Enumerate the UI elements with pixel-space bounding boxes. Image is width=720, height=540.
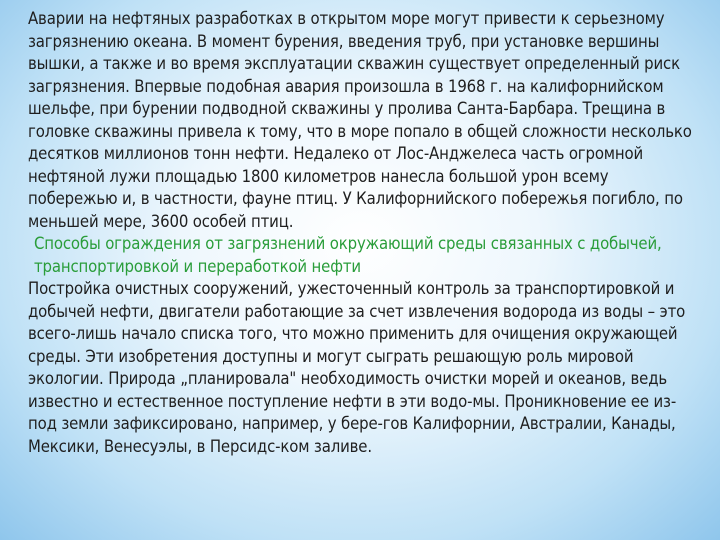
accident-paragraph: Аварии на нефтяных разработках в открытом море могут привести к серьезному загрязнению океана. В момент бурения, введения труб, при установке вершины вышки, а также и во время эксплуатации скважин существует определенный риск загрязнения. Впервые подобная авария произошла в 1968 г. на калифорнийском шельфе, при бурении подводной скважины у пролива Санта-Барбара. Трещина в головке скважины привела к тому, что в море попало в общей сложности несколько десятков миллионов тонн нефти. Недалеко от Лос-Анджелеса часть огромной нефтяной лужи площадью 1800 километров нанесла большой урон всему побережью и, в частности, фауне птиц. У Калифорнийского побережья погибло, по меньшей мере, 3600 особей птиц. xyxy=(28,9,692,231)
slide-content xyxy=(28,8,698,458)
prevention-paragraph: Постройка очистных сооружений, ужесточенный контроль за транспортировкой и добычей нефти, двигатели работающие за счет извлечения водорода из воды – это всего-лишь начало списка того, что можно применить для очищения окружающей среды. Эти изобретения доступны и могут сыграть решающую роль мировой экологии. Природа „планировала" необходимость очистки морей и океанов, ведь известно и естественное поступление нефти в эти водо-мы. Проникновение ее из-под земли зафиксировано, например, у бере-гов Калифорнии, Австралии, Канады, Мексики, Венесуэлы, в Персидс-ком заливе. xyxy=(28,279,686,456)
section-heading: Способы ограждения от загрязнений окружающий среды связанных с добычей, транспортировкой и переработкой нефти xyxy=(34,234,662,276)
